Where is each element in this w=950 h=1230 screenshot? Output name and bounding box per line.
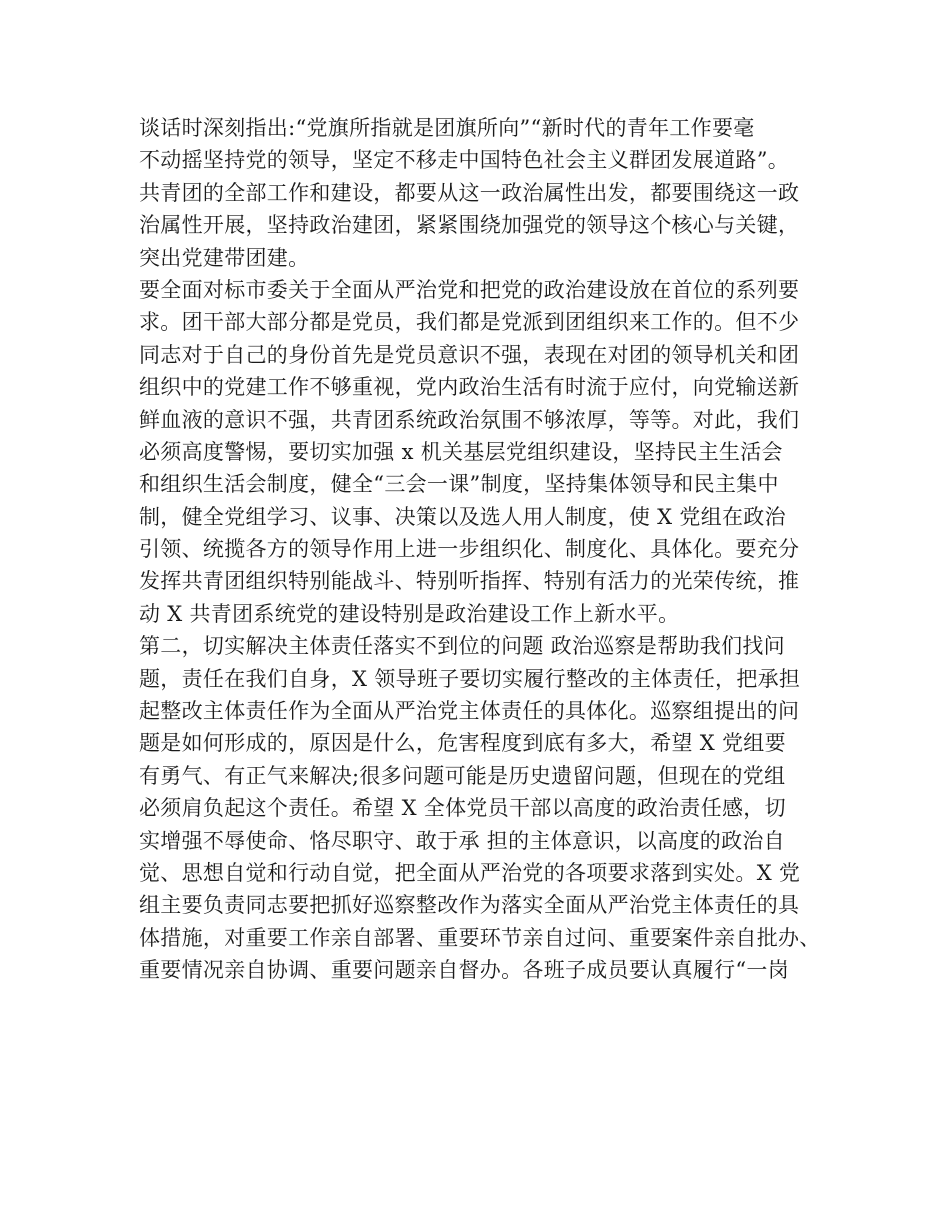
text-line: 治属性开展，坚持政治建团，紧紧围绕加强党的领导这个核心与关键，: [139, 213, 800, 238]
text-line: 觉、思想自觉和行动自觉，把全面从严治党的各项要求落到实处。X 党: [139, 860, 801, 885]
text-line: 重要情况亲自协调、重要问题亲自督办。各班子成员要认真履行“一岗: [139, 958, 790, 983]
text-line: 谈话时深刻指出:“党旗所指就是团旗所向”“新时代的青年工作要毫: [139, 116, 755, 140]
text-line: 共青团的全部工作和建设，都要从这一政治属性出发，都要围绕这一政: [139, 180, 800, 205]
text-line: 必须肩负起这个责任。希望 X 全体党员干部以高度的政治责任感，切: [139, 796, 786, 821]
text-line: 同志对于自己的身份首先是党员意识不强，表现在对团的领导机关和团: [139, 342, 800, 367]
text-line: 鲜血液的意识不强，共青团系统政治氛围不够浓厚，等等。对此，我们: [139, 407, 800, 432]
text-line: 组织中的党建工作不够重视，党内政治生活有时流于应付，向党输送新: [139, 375, 800, 400]
text-line: 题是如何形成的，原因是什么，危害程度到底有多大，希望 X 党组要: [139, 731, 786, 756]
text-line: 求。团干部大部分都是党员，我们都是党派到团组织来工作的。但不少: [139, 310, 800, 335]
text-line: 实增强不辱使命、恪尽职守、敢于承 担的主体意识，以高度的政治自: [139, 828, 785, 853]
text-line: 引领、统揽各方的领导作用上进一步组织化、制度化、具体化。要充分: [139, 537, 800, 562]
text-line: 发挥共青团组织特别能战斗、特别听指挥、特别有活力的光荣传统，推: [139, 569, 800, 594]
text-line: 制，健全党组学习、议事、决策以及选人用人制度，使 X 党组在政治: [139, 504, 786, 529]
text-line: 组主要负责同志要把抓好巡察整改作为落实全面从严治党主体责任的具: [139, 893, 800, 918]
text-line: 和组织生活会制度，健全“三会一课”制度，坚持集体领导和民主集中: [139, 472, 779, 497]
text-line: 要全面对标市委关于全面从严治党和把党的政治建设放在首位的系列要: [139, 277, 800, 302]
text-line: 不动摇坚持党的领导，坚定不移走中国特色社会主义群团发展道路”。: [139, 148, 790, 173]
text-line: 题，责任在我们自身，X 领导班子要切实履行整改的主体责任，把承担: [139, 666, 801, 691]
text-line: 动 X 共青团系统党的建设特别是政治建设工作上新水平。: [139, 601, 680, 626]
text-line: 有勇气、有正气来解决;很多问题可能是历史遗留问题，但现在的党组: [139, 763, 786, 788]
document-body-text: [139, 112, 819, 987]
text-line: 第二，切实解决主体责任落实不到位的问题 政治巡察是帮助我们找问: [139, 634, 785, 659]
text-line: 突出党建带团建。: [139, 245, 310, 270]
text-line: 体措施，对重要工作亲自部署、重要环节亲自过问、重要案件亲自批办、: [139, 925, 821, 950]
text-line: 必须高度警惕，要切实加强 x 机关基层党组织建设，坚持民主生活会: [139, 439, 783, 464]
text-line: 起整改主体责任作为全面从严治党主体责任的具体化。巡察组提出的问: [139, 699, 800, 724]
